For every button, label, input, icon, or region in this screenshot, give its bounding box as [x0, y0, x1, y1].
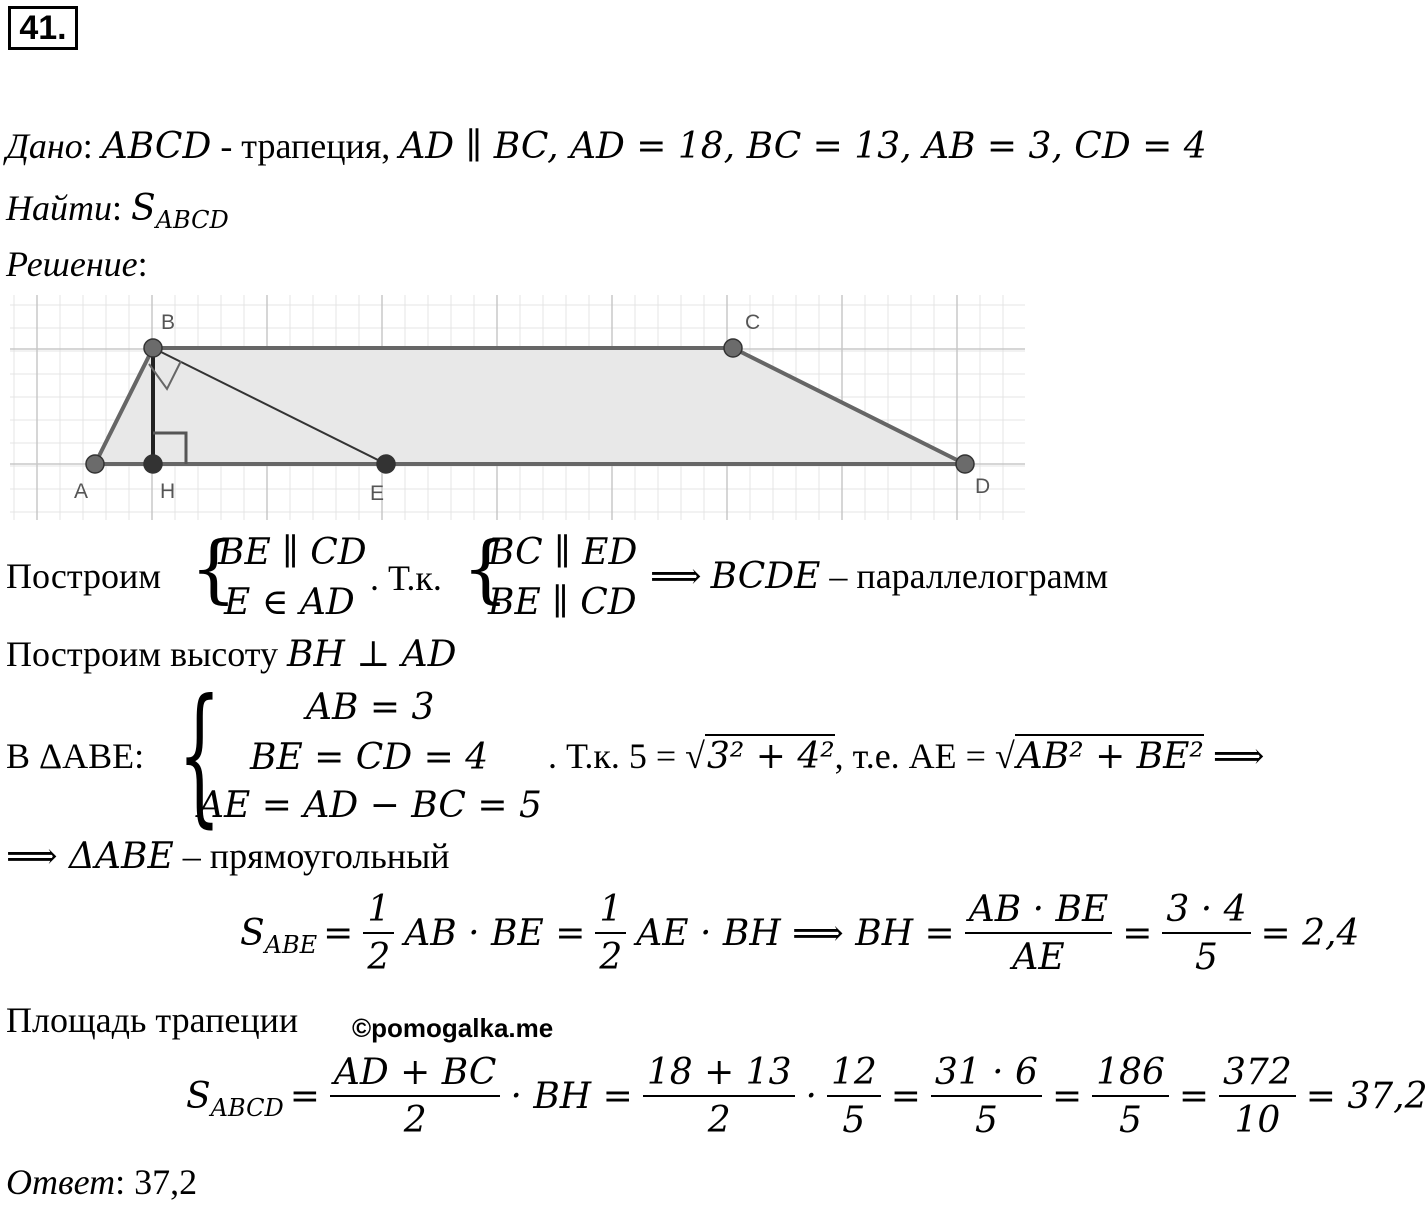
- f2-eq: =: [289, 1076, 320, 1117]
- f2-eq4: =: [1178, 1076, 1210, 1117]
- system1-line2: E ∈ AD: [224, 582, 355, 623]
- f2-frac-f: $\frac{372}{10}$: [1219, 1055, 1296, 1139]
- system3-line1: AB = 3: [306, 687, 435, 728]
- f1-eq1: =: [323, 913, 354, 954]
- watermark: ©pomogalka.me: [352, 1013, 554, 1043]
- f1-eq2: =: [1122, 913, 1153, 954]
- system1-brace: {: [190, 526, 238, 612]
- f2-eq3: =: [1051, 1076, 1083, 1117]
- point-c: [724, 339, 742, 357]
- step4-arrow: ⟹ ΔABE: [6, 836, 174, 877]
- step1-result: BCDE: [710, 556, 821, 597]
- system3-brace: {: [178, 668, 221, 842]
- step1-implies: ⟹: [650, 556, 702, 596]
- given-line: Дано: ABCD - трапеция, AD ∥ BC, AD = 18, BC = 13, AB = 3, CD = 4: [6, 126, 1207, 167]
- trapezoid-diagram: [10, 295, 1030, 525]
- trapezoid-fill: [95, 348, 965, 464]
- label-c: C: [745, 311, 761, 334]
- step3-arrow: ⟹: [1212, 736, 1265, 776]
- point-a: [86, 455, 104, 473]
- system2-line2: BE ∥ CD: [488, 582, 637, 623]
- step2-text: Построим высоту: [6, 634, 279, 674]
- system2-line1: BC ∥ ED: [488, 532, 638, 573]
- f2-dot: ·: [805, 1076, 817, 1117]
- find-sub: ABCD: [155, 206, 229, 234]
- f1-p2: AE · BH ⟹ BH =: [636, 913, 955, 954]
- solution-label: Решение: [6, 244, 138, 284]
- answer-value: : 37,2: [115, 1162, 198, 1202]
- answer-label: Ответ: [6, 1162, 116, 1202]
- f2-frac-d: $\frac{31 \cdot 6}{5}$: [931, 1055, 1042, 1139]
- f2-frac-e: $\frac{186}{5}$: [1092, 1055, 1169, 1139]
- step3-justification: [548, 738, 1264, 775]
- step1-conclusion: [650, 558, 1108, 595]
- point-h: [144, 455, 162, 473]
- formula-trapezoid-area: [186, 1052, 1428, 1141]
- f1-frac-num: $\frac{3 \cdot 4}{5}$: [1162, 892, 1250, 976]
- system1-line1: BE ∥ CD: [218, 532, 367, 573]
- step3-radicand1: 3² + 4²: [706, 736, 835, 777]
- step3-radicand2: AB² + BE²: [1016, 736, 1204, 777]
- step3-tk: . Т.к. 5 = √: [548, 736, 705, 776]
- label-e: E: [370, 482, 385, 505]
- label-h: H: [160, 480, 176, 503]
- step2-line: [6, 636, 457, 673]
- given-type: - трапеция,: [220, 126, 391, 166]
- system2-brace: {: [462, 526, 510, 612]
- f1-frac-abbe: $\frac{AB \cdot BE}{AE}$: [965, 892, 1113, 976]
- step3-te: , т.е. AE = √: [834, 736, 1015, 776]
- f1-half2: $\frac{1}{2}$: [595, 892, 626, 976]
- f2-mul: · BH =: [510, 1076, 633, 1117]
- f1-half: $\frac{1}{2}$: [363, 892, 394, 976]
- find-s: S: [131, 188, 156, 229]
- solution-label-line: Решение:: [6, 244, 148, 284]
- point-e: [377, 455, 395, 473]
- f2-frac-c: $\frac{12}{5}$: [827, 1055, 881, 1139]
- find-line: Найти: $S_{ABCD}$: [6, 188, 229, 234]
- f2-s: $S_{ABCD}$: [186, 1076, 284, 1122]
- step4-text: – прямоугольный: [182, 836, 450, 876]
- f2-frac-b: $\frac{18 + 13}{2}$: [643, 1055, 796, 1139]
- formula-abe-area: [240, 889, 1360, 978]
- step2-math: BH ⊥ AD: [287, 634, 457, 675]
- system3-line3: AE = AD − BC = 5: [198, 785, 542, 826]
- step3-prefix: В ΔABE:: [6, 736, 145, 776]
- f1-s: $S_{ABE}$: [240, 913, 318, 959]
- f2-eq2: =: [890, 1076, 921, 1117]
- step1-result-text: – параллелограмм: [829, 556, 1109, 596]
- find-label: Найти: [6, 188, 112, 228]
- given-figure: ABCD: [101, 126, 212, 167]
- point-b: [144, 339, 162, 357]
- label-a: A: [74, 480, 89, 503]
- f1-p1: AB · BE =: [404, 913, 586, 954]
- f1-result: = 2,4: [1260, 913, 1360, 954]
- step4-line: [6, 838, 450, 875]
- area-label: Площадь трапеции: [6, 1000, 299, 1040]
- given-label: Дано: [6, 126, 83, 166]
- answer-line: [6, 1164, 197, 1200]
- f2-result: = 37,2: [1305, 1076, 1428, 1117]
- f2-frac-a: $\frac{AD + BC}{2}$: [330, 1055, 501, 1139]
- step1-prefix: Построим: [6, 556, 162, 596]
- step1-mid: . Т.к.: [370, 558, 442, 598]
- system3-line2: BE = CD = 4: [250, 737, 489, 778]
- point-d: [956, 455, 974, 473]
- label-d: D: [975, 475, 991, 498]
- label-b: B: [161, 311, 176, 334]
- problem-number: 41.: [8, 6, 78, 50]
- given-conditions: AD ∥ BC, AD = 18, BC = 13, AB = 3, CD = 4: [399, 126, 1207, 167]
